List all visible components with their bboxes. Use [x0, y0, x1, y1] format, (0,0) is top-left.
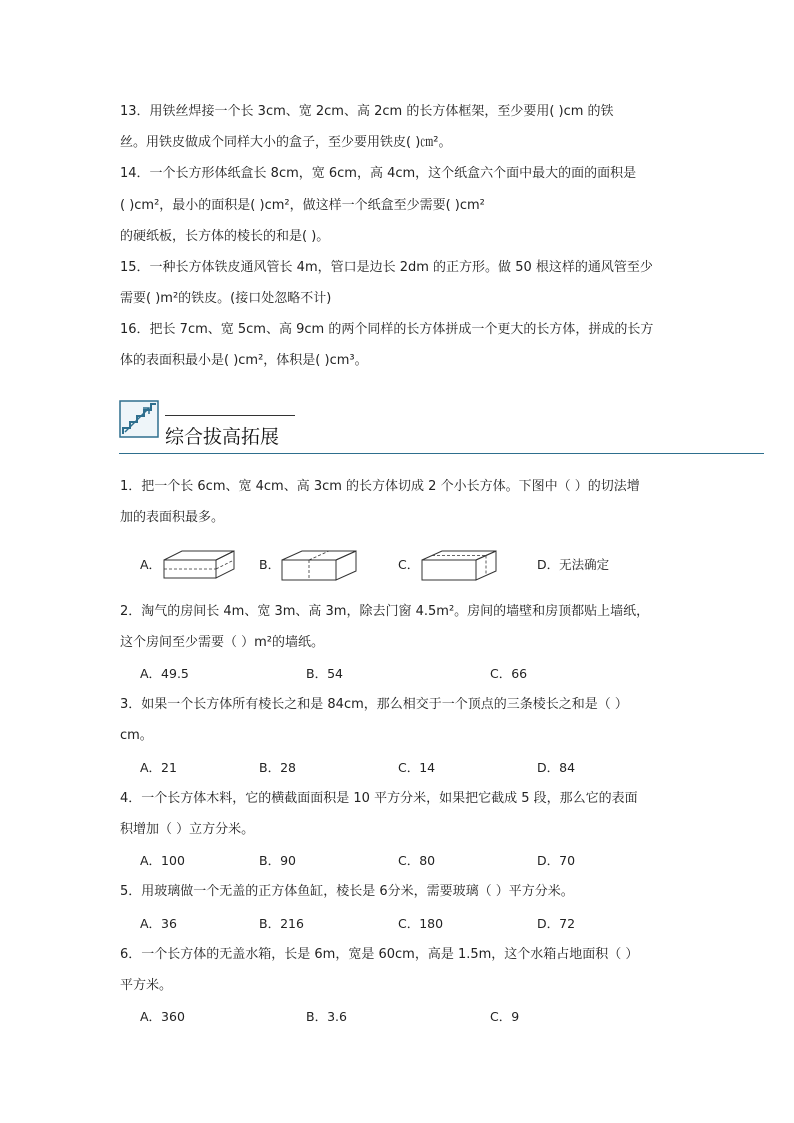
q4-line-1: 4．一个长方体木料，它的横截面面积是 10 平方分米，如果把它截成 5 段，那么它的表面 — [120, 791, 638, 806]
q4-option-d: D．70 — [537, 853, 576, 868]
q3-line-1: 3．如果一个长方体所有棱长之和是 84cm，那么相交于一个顶点的三条棱长之和是（ ） — [120, 697, 628, 712]
question-15-line-2: 需要( )m²的铁皮。(接口处忽略不计) — [120, 291, 332, 306]
q6-line-1: 6．一个长方体的无盖水箱，长是 6m，宽是 60cm，高是 1.5m，这个水箱占地面积（ ） — [120, 947, 639, 962]
section-divider — [119, 453, 764, 454]
q2-option-c: C．66 — [490, 666, 528, 681]
q3-option-b: B．28 — [259, 760, 296, 775]
q3-option-d: D．84 — [537, 760, 576, 775]
section-title-overline — [165, 415, 295, 416]
q5-line-1: 5．用玻璃做一个无盖的正方体鱼缸，棱长是 6分米，需要玻璃（ ）平方分米。 — [120, 884, 574, 899]
question-14-line-1: 14．一个长方形体纸盒长 8cm，宽 6cm，高 4cm，这个纸盒六个面中最大的面的面积是 — [120, 166, 637, 181]
q4-option-b: B．90 — [259, 853, 296, 868]
q1-option-c-cuboid — [418, 548, 500, 586]
stairs-icon — [119, 400, 159, 438]
question-14-line-2: ( )cm²，最小的面积是( )cm²，做这样一个纸盒至少需要( )cm² — [120, 198, 485, 213]
q4-option-c: C．80 — [398, 853, 436, 868]
q6-line-2: 平方米。 — [120, 978, 173, 993]
q5-option-b: B．216 — [259, 916, 304, 931]
q4-option-a: A．100 — [140, 853, 185, 868]
q3-line-2: cm。 — [120, 728, 153, 743]
q1-line-2: 加的表面积最多。 — [120, 510, 225, 525]
q1-line-1: 1．把一个长 6cm、宽 4cm、高 3cm 的长方体切成 2 个小长方体。下图中（ ）的切法增 — [120, 479, 640, 494]
q5-option-d: D．72 — [537, 916, 576, 931]
question-16-line-2: 体的表面积最小是( )cm²，体积是( )cm³。 — [120, 353, 368, 368]
q1-option-a-cuboid — [160, 548, 238, 586]
q3-option-a: A．21 — [140, 760, 177, 775]
q5-option-c: C．180 — [398, 916, 444, 931]
question-13-line-1: 13．用铁丝焊接一个长 3cm、宽 2cm、高 2cm 的长方体框架，至少要用( )cm 的铁 — [120, 104, 614, 119]
q6-option-a: A．360 — [140, 1009, 185, 1024]
q1-option-a-label: A． — [140, 557, 162, 572]
q6-option-c: C．9 — [490, 1009, 520, 1024]
q6-option-b: B．3.6 — [306, 1009, 347, 1024]
q1-option-b-cuboid — [278, 548, 360, 586]
question-13-line-2: 丝。用铁皮做成个同样大小的盒子，至少要用铁皮( )㎝²。 — [120, 135, 452, 150]
q1-option-b-label: B． — [259, 557, 281, 572]
question-15-line-1: 15．一种长方体铁皮通风管长 4m，管口是边长 2dm 的正方形。做 50 根这样的通风管至少 — [120, 260, 653, 275]
q3-option-c: C．14 — [398, 760, 436, 775]
q2-line-1: 2．淘气的房间长 4m、宽 3m、高 3m，除去门窗 4.5m²。房间的墙壁和房顶都贴上墙纸， — [120, 604, 650, 619]
q2-option-b: B．54 — [306, 666, 343, 681]
q2-option-a: A．49.5 — [140, 666, 189, 681]
question-16-line-1: 16．把长 7cm、宽 5cm、高 9cm 的两个同样的长方体拼成一个更大的长方体，拼成的长方 — [120, 322, 654, 337]
q5-option-a: A．36 — [140, 916, 177, 931]
q2-line-2: 这个房间至少需要（ ）m²的墙纸。 — [120, 635, 325, 650]
question-14-line-3: 的硬纸板，长方体的棱长的和是( )。 — [120, 229, 330, 244]
q4-line-2: 积增加（ ）立方分米。 — [120, 822, 255, 837]
q1-option-c-label: C． — [398, 557, 420, 572]
section-title: 综合拔高拓展 — [165, 426, 280, 448]
q1-option-d: D．无法确定 — [537, 557, 610, 572]
